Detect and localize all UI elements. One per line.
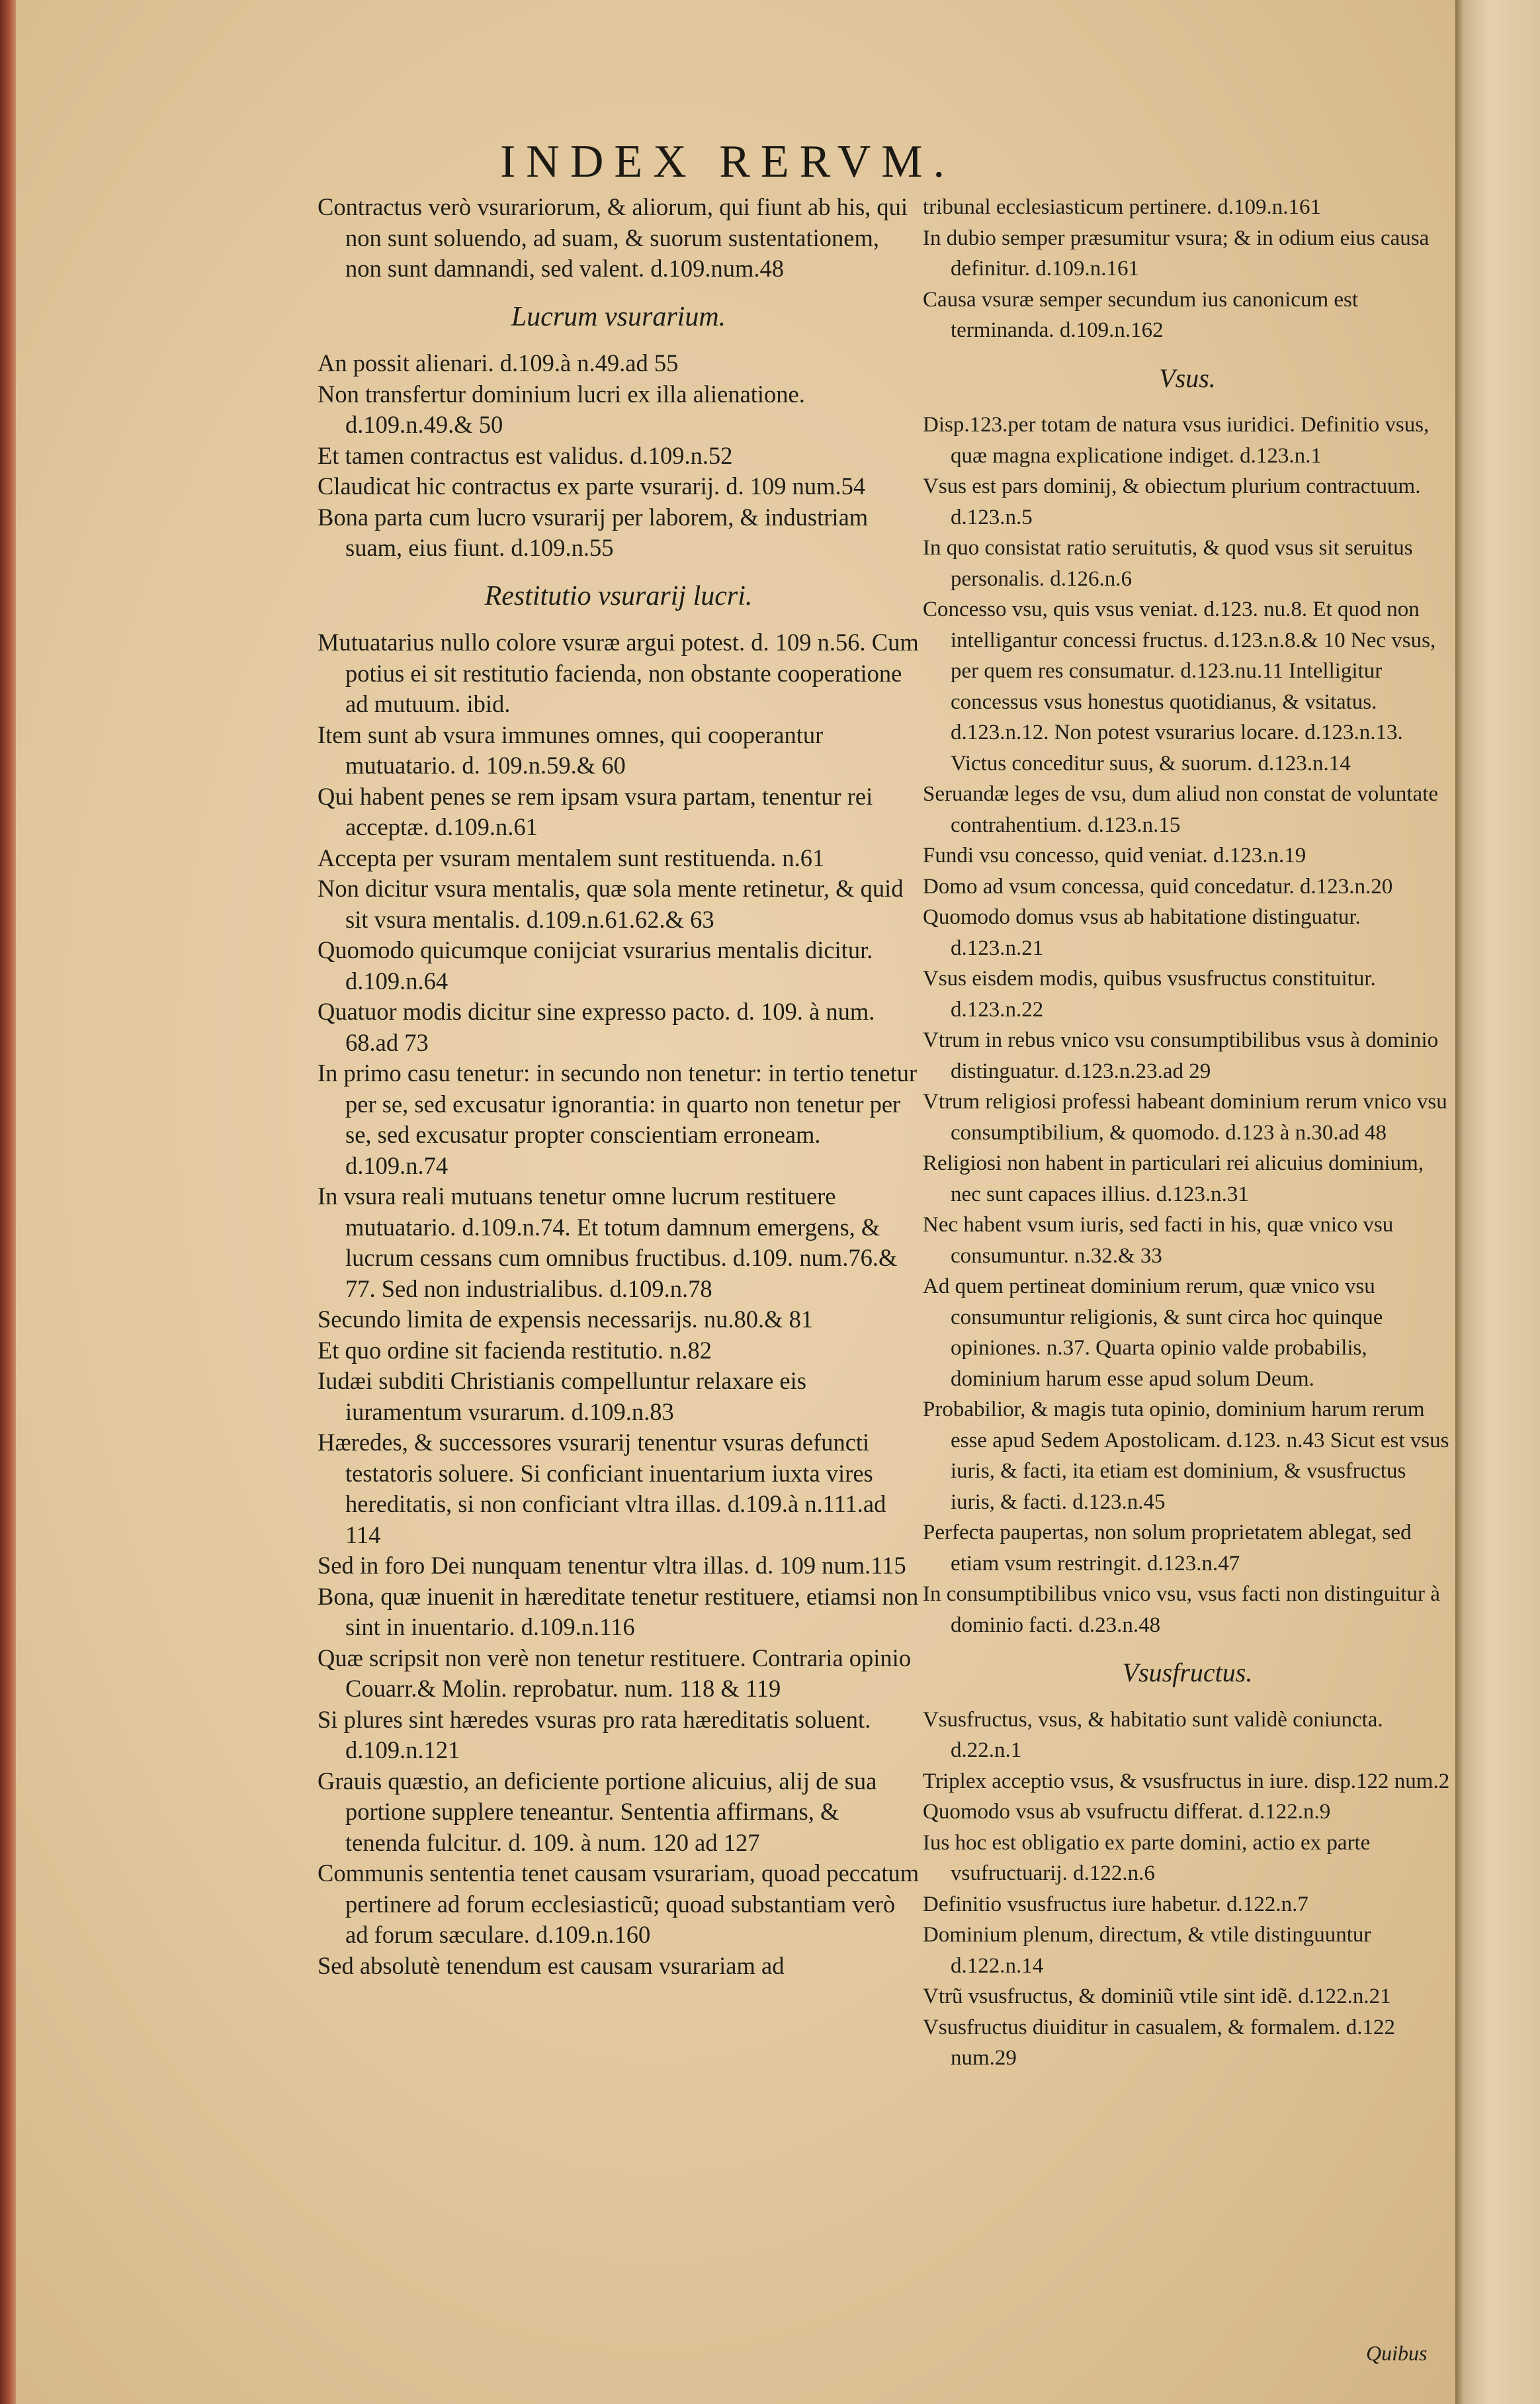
index-entry: Iudæi subditi Christianis compelluntur relaxare eis iuramentum vsurarum. d.109.n.83: [318, 1367, 806, 1425]
index-entry: Hæredes, & successores vsurarij tenentur vsuras defuncti testatoris soluere. Si conficiant inuentarium iuxta vires hereditatis, si non conficiant vltra illas. d.109.à n.111.ad 114: [318, 1429, 886, 1548]
section-heading: Vsus.: [1159, 363, 1216, 393]
index-entry: Et tamen contractus est validus. d.109.n.52: [318, 441, 733, 469]
catchword: Quibus: [1366, 2341, 1428, 2365]
index-entry: Triplex acceptio vsus, & vsusfructus in iure. disp.122 num.2: [923, 1769, 1450, 1793]
index-entry: Et quo ordine sit facienda restitutio. n.82: [318, 1336, 712, 1364]
left-column: [318, 192, 920, 1981]
index-entry: Claudicat hic contractus ex parte vsurarij. d. 109 num.54: [318, 472, 866, 500]
index-entry: Vtrum religiosi professi habeant dominium rerum vnico vsu consumptibilium, & quomodo. d.123 à n.30.ad 48: [923, 1090, 1447, 1145]
index-entry: Quomodo domus vsus ab habitatione distinguatur. d.123.n.21: [923, 905, 1361, 960]
index-entry: Quæ scripsit non verè non tenetur restituere. Contraria opinio Couarr.& Molin. reprobatur. num. 118 & 119: [318, 1644, 912, 1702]
index-entry: Nec habent vsum iuris, sed facti in his, quæ vnico vsu consumuntur. n.32.& 33: [923, 1213, 1394, 1268]
section-heading: Restitutio vsurarij lucri.: [484, 580, 753, 611]
index-entry: In dubio semper præsumitur vsura; & in odium eius causa definitur. d.109.n.161: [923, 226, 1430, 281]
index-entry: Definitio vsusfructus iure habetur. d.122.n.7: [923, 1892, 1308, 1916]
index-entry: Vsusfructus, vsus, & habitatio sunt validè coniuncta. d.22.n.1: [923, 1707, 1383, 1762]
index-entry: Disp.123.per totam de natura vsus iuridici. Definitio vsus, quæ magna explicatione indiget. d.123.n.1: [923, 413, 1430, 468]
index-entry: Domo ad vsum concessa, quid concedatur. d.123.n.20: [923, 874, 1393, 899]
index-entry: Quomodo vsus ab vsufructu differat. d.122.n.9: [923, 1800, 1331, 1824]
index-entry: Ad quem pertineat dominium rerum, quæ vnico vsu consumuntur religionis, & sunt circa hoc quinque opiniones. n.37. Quarta opinio valde probabilis, dominium harum esse apud solum Deum.: [923, 1274, 1383, 1391]
index-entry: In consumptibilibus vnico vsu, vsus facti non distinguitur à dominio facti. d.23.n.48: [923, 1582, 1440, 1637]
index-entry: Quatuor modis dicitur sine expresso pacto. d. 109. à num. 68.ad 73: [318, 998, 875, 1056]
index-entry: Sed absolutè tenendum est causam vsurariam ad: [318, 1951, 785, 1979]
index-entry: Causa vsuræ semper secundum ius canonicum est terminanda. d.109.n.162: [923, 287, 1359, 342]
index-entry: Sed in foro Dei nunquam tenentur vltra illas. d. 109 num.115: [318, 1552, 906, 1579]
index-entry: Probabilior, & magis tuta opinio, dominium harum rerum esse apud Sedem Apostolicam. d.123. n.43 Sicut est vsus iuris, & facti, ita etiam est dominium, & vsusfructus iuris, & facti. d.123.n.45: [923, 1398, 1449, 1514]
index-entry: Accepta per vsuram mentalem sunt restituenda. n.61: [318, 844, 825, 871]
index-entry: tribunal ecclesiasticum pertinere. d.109.n.161: [923, 195, 1322, 219]
index-entry: Vsus est pars dominij, & obiectum plurium contractuum. d.123.n.5: [923, 474, 1421, 529]
index-entry: Communis sententia tenet causam vsurariam, quoad peccatum pertinere ad forum ecclesiasticũ; quoad substantiam verò ad forum sæculare. d.109.n.160: [318, 1859, 920, 1948]
index-entry: Vtrũ vsusfructus, & dominiũ vtile sint idẽ. d.122.n.21: [923, 1984, 1391, 2008]
index-entry: An possit alienari. d.109.à n.49.ad 55: [318, 349, 679, 377]
index-entry: In quo consistat ratio seruitutis, & quod vsus sit seruitus personalis. d.126.n.6: [923, 536, 1413, 591]
index-entry: Vsusfructus diuiditur in casualem, & formalem. d.122 num.29: [923, 2015, 1395, 2070]
index-entry: In primo casu tenetur: in secundo non tenetur: in tertio tenetur per se, sed excusatur ignorantia: in quarto non tenetur per se, sed excusatur propter conscientiam erroneam. d.109.n.74: [318, 1059, 918, 1179]
index-entry: Religiosi non habent in particulari rei alicuius dominium, nec sunt capaces illius. d.123.n.31: [923, 1151, 1424, 1206]
index-entry: Non transfertur dominium lucri ex illa alienatione. d.109.n.49.& 50: [318, 380, 805, 438]
index-entry: Concesso vsu, quis vsus veniat. d.123. nu.8. Et quod non intelligantur concessi fructus. d.123.n.8.& 10 Nec vsus, per quem res consumatur. d.123.nu.11 Intelligitur concessus vsus honestus quotidianus, & vsitatus. d.123.n.12. Non potest vsurarius locare. d.123.n.13. Victus conceditur suus, & suorum. d.123.n.14: [923, 598, 1436, 776]
index-entry: Grauis quæstio, an deficiente portione alicuius, alij de sua portione supplere teneantur. Sententia affirmans, & tenenda fulcitur. d. 109. à num. 120 ad 127: [318, 1767, 877, 1856]
facing-page-edge: [1455, 0, 1540, 2404]
index-entry: Vtrum in rebus vnico vsu consumptibilibus vsus à dominio distinguatur. d.123.n.23.ad 29: [923, 1028, 1439, 1083]
index-entry: Si plures sint hæredes vsuras pro rata hæreditatis soluent. d.109.n.121: [318, 1705, 871, 1763]
index-entry: In vsura reali mutuans tenetur omne lucrum restituere mutuatario. d.109.n.74. Et totum damnum emergens, & lucrum cessans cum omnibus fructibus. d.109. num.76.& 77. Sed non industrialibus. d.109.n.78: [318, 1182, 898, 1302]
index-entry: Vsus eisdem modis, quibus vsusfructus constituitur. d.123.n.22: [923, 967, 1376, 1022]
page-title: INDEX RERVM.: [499, 136, 956, 187]
section-heading: Vsusfructus.: [1122, 1658, 1253, 1687]
red-page-edge: [0, 0, 16, 2404]
index-entry: Perfecta paupertas, non solum proprietatem ablegat, sed etiam vsum restringit. d.123.n.47: [923, 1521, 1412, 1576]
right-column: [923, 192, 1452, 2074]
index-entry: Item sunt ab vsura immunes omnes, qui cooperantur mutuatario. d. 109.n.59.& 60: [318, 721, 824, 779]
index-entry: Mutuatarius nullo colore vsuræ argui potest. d. 109 n.56. Cum potius ei sit restitutio facienda, non obstante cooperatione ad mutuum. ibid.: [318, 629, 919, 717]
index-entry: Secundo limita de expensis necessarijs. nu.80.& 81: [318, 1306, 814, 1333]
index-entry: Bona parta cum lucro vsurarij per laborem, & industriam suam, eius fiunt. d.109.n.55: [318, 503, 869, 561]
index-entry: Ius hoc est obligatio ex parte domini, actio ex parte vsufructuarij. d.122.n.6: [923, 1830, 1371, 1885]
index-entry: Dominium plenum, directum, & vtile distinguuntur d.122.n.14: [923, 1923, 1371, 1978]
index-entry: Bona, quæ inuenit in hæreditate tenetur restituere, etiamsi non sint in inuentario. d.109.n.116: [318, 1582, 919, 1640]
section-heading: Lucrum vsurarium.: [511, 301, 726, 332]
index-entry: Non dicitur vsura mentalis, quæ sola mente retinetur, & quid sit vsura mentalis. d.109.n.61.62.& 63: [318, 875, 904, 933]
index-entry: Seruandæ leges de vsu, dum aliud non constat de voluntate contrahentium. d.123.n.15: [923, 782, 1439, 837]
index-entry: Contractus verò vsurariorum, & aliorum, qui fiunt ab his, qui non sunt soluendo, ad suam, & suorum sustentationem, non sunt damnandi, sed valent. d.109.num.48: [318, 193, 908, 282]
index-entry: Quomodo quicumque conijciat vsurarius mentalis dicitur. d.109.n.64: [318, 936, 873, 995]
index-entry: Qui habent penes se rem ipsam vsura partam, tenentur rei acceptæ. d.109.n.61: [318, 782, 873, 840]
index-entry: Fundi vsu concesso, quid veniat. d.123.n.19: [923, 844, 1306, 868]
